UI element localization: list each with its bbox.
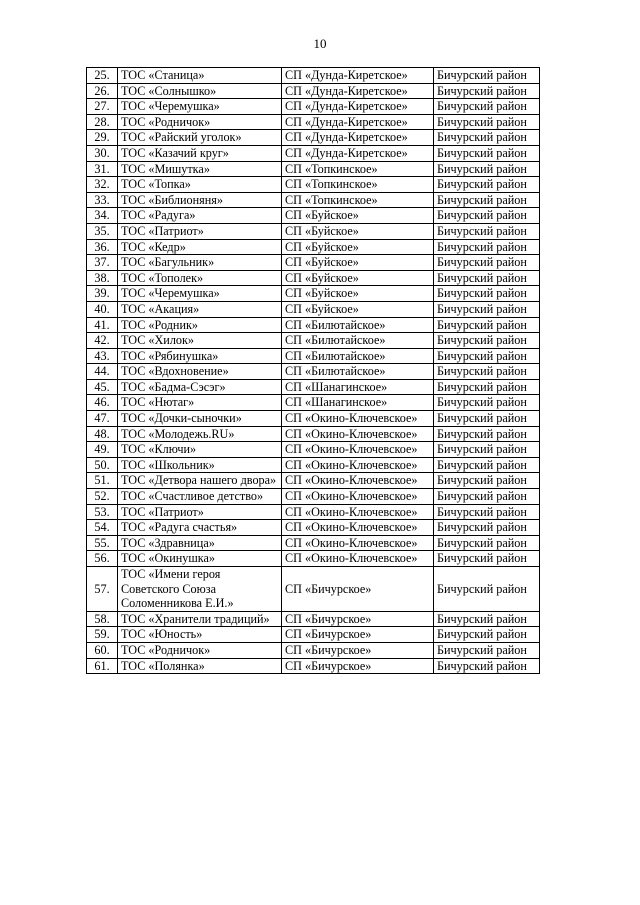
settlement-cell: СП «Буйское»	[282, 255, 434, 271]
row-number-cell: 49.	[87, 442, 118, 458]
row-number-cell: 27.	[87, 99, 118, 115]
tos-name-cell: ТОС «Хранители традиций»	[118, 611, 282, 627]
table-row	[87, 411, 540, 427]
settlement-cell: СП «Билютайское»	[282, 317, 434, 333]
row-number-cell: 47.	[87, 411, 118, 427]
tos-name-cell: ТОС «Школьник»	[118, 457, 282, 473]
district-cell: Бичурский район	[434, 208, 540, 224]
district-cell: Бичурский район	[434, 395, 540, 411]
table-row	[87, 286, 540, 302]
table-row	[87, 442, 540, 458]
district-cell: Бичурский район	[434, 239, 540, 255]
settlement-cell: СП «Билютайское»	[282, 333, 434, 349]
settlement-cell: СП «Бичурское»	[282, 627, 434, 643]
tos-name-cell: ТОС «Ключи»	[118, 442, 282, 458]
district-cell: Бичурский район	[434, 223, 540, 239]
settlement-cell: СП «Окино-Ключевское»	[282, 520, 434, 536]
table-row	[87, 395, 540, 411]
settlement-cell: СП «Дунда-Киретское»	[282, 130, 434, 146]
row-number-cell: 25.	[87, 68, 118, 84]
row-number-cell: 43.	[87, 348, 118, 364]
row-number-cell: 60.	[87, 642, 118, 658]
district-cell: Бичурский район	[434, 317, 540, 333]
table-row	[87, 426, 540, 442]
district-cell: Бичурский район	[434, 442, 540, 458]
settlement-cell: СП «Бичурское»	[282, 658, 434, 674]
table-row	[87, 208, 540, 224]
tos-name-cell: ТОС «Станица»	[118, 68, 282, 84]
row-number-cell: 50.	[87, 457, 118, 473]
settlement-cell: СП «Окино-Ключевское»	[282, 442, 434, 458]
table-row	[87, 551, 540, 567]
tos-name-cell: ТОС «Патриот»	[118, 223, 282, 239]
table-row	[87, 535, 540, 551]
tos-name-cell: ТОС «Казачий круг»	[118, 145, 282, 161]
row-number-cell: 45.	[87, 379, 118, 395]
row-number-cell: 58.	[87, 611, 118, 627]
district-cell: Бичурский район	[434, 348, 540, 364]
settlement-cell: СП «Буйское»	[282, 208, 434, 224]
tos-name-cell: ТОС «Юность»	[118, 627, 282, 643]
settlement-cell: СП «Окино-Ключевское»	[282, 426, 434, 442]
district-cell: Бичурский район	[434, 473, 540, 489]
district-cell: Бичурский район	[434, 161, 540, 177]
row-number-cell: 29.	[87, 130, 118, 146]
district-cell: Бичурский район	[434, 535, 540, 551]
row-number-cell: 31.	[87, 161, 118, 177]
settlement-cell: СП «Дунда-Киретское»	[282, 145, 434, 161]
row-number-cell: 54.	[87, 520, 118, 536]
table-row	[87, 333, 540, 349]
row-number-cell: 53.	[87, 504, 118, 520]
row-number-cell: 28.	[87, 114, 118, 130]
settlement-cell: СП «Бичурское»	[282, 567, 434, 612]
settlement-cell: СП «Буйское»	[282, 223, 434, 239]
district-cell: Бичурский район	[434, 68, 540, 84]
settlement-cell: СП «Билютайское»	[282, 364, 434, 380]
settlement-cell: СП «Окино-Ключевское»	[282, 457, 434, 473]
row-number-cell: 32.	[87, 177, 118, 193]
district-cell: Бичурский район	[434, 567, 540, 612]
settlement-cell: СП «Окино-Ключевское»	[282, 535, 434, 551]
tos-name-cell: ТОС «Родничок»	[118, 114, 282, 130]
district-cell: Бичурский район	[434, 255, 540, 271]
settlement-cell: СП «Дунда-Киретское»	[282, 114, 434, 130]
tos-name-cell: ТОС «Черемушка»	[118, 286, 282, 302]
table-row	[87, 520, 540, 536]
district-cell: Бичурский район	[434, 642, 540, 658]
table-row	[87, 145, 540, 161]
tos-name-cell: ТОС «Патриот»	[118, 504, 282, 520]
settlement-cell: СП «Буйское»	[282, 286, 434, 302]
row-number-cell: 57.	[87, 567, 118, 612]
tos-name-cell: ТОС «Нютаг»	[118, 395, 282, 411]
district-cell: Бичурский район	[434, 286, 540, 302]
district-cell: Бичурский район	[434, 551, 540, 567]
settlement-cell: СП «Топкинское»	[282, 161, 434, 177]
district-cell: Бичурский район	[434, 99, 540, 115]
tos-name-cell: ТОС «Мишутка»	[118, 161, 282, 177]
row-number-cell: 59.	[87, 627, 118, 643]
district-cell: Бичурский район	[434, 114, 540, 130]
tos-name-cell: ТОС «Радуга счастья»	[118, 520, 282, 536]
table-row	[87, 83, 540, 99]
settlement-cell: СП «Топкинское»	[282, 177, 434, 193]
row-number-cell: 41.	[87, 317, 118, 333]
table-row	[87, 161, 540, 177]
district-cell: Бичурский район	[434, 192, 540, 208]
tos-name-cell: ТОС «Здравница»	[118, 535, 282, 551]
row-number-cell: 61.	[87, 658, 118, 674]
district-cell: Бичурский район	[434, 457, 540, 473]
tos-name-cell: ТОС «Вдохновение»	[118, 364, 282, 380]
tos-name-cell: ТОС «Бадма-Сэсэг»	[118, 379, 282, 395]
table-row	[87, 504, 540, 520]
table-row	[87, 223, 540, 239]
row-number-cell: 39.	[87, 286, 118, 302]
tos-name-cell: ТОС «Имени героя Советского Союза Соломенникова Е.И.»	[118, 567, 282, 612]
table-row	[87, 627, 540, 643]
district-cell: Бичурский район	[434, 411, 540, 427]
settlement-cell: СП «Окино-Ключевское»	[282, 504, 434, 520]
row-number-cell: 46.	[87, 395, 118, 411]
tos-name-cell: ТОС «Солнышко»	[118, 83, 282, 99]
settlement-cell: СП «Окино-Ключевское»	[282, 489, 434, 505]
district-cell: Бичурский район	[434, 426, 540, 442]
settlement-cell: СП «Буйское»	[282, 239, 434, 255]
table-row	[87, 658, 540, 674]
district-cell: Бичурский район	[434, 627, 540, 643]
settlement-cell: СП «Шанагинское»	[282, 379, 434, 395]
settlement-cell: СП «Топкинское»	[282, 192, 434, 208]
tos-name-cell: ТОС «Дочки-сыночки»	[118, 411, 282, 427]
row-number-cell: 55.	[87, 535, 118, 551]
table-row	[87, 473, 540, 489]
tos-name-cell: ТОС «Акация»	[118, 301, 282, 317]
district-cell: Бичурский район	[434, 520, 540, 536]
district-cell: Бичурский район	[434, 379, 540, 395]
tos-name-cell: ТОС «Рябинушка»	[118, 348, 282, 364]
row-number-cell: 35.	[87, 223, 118, 239]
tos-name-cell: ТОС «Счастливое детство»	[118, 489, 282, 505]
tos-name-cell: ТОС «Полянка»	[118, 658, 282, 674]
district-cell: Бичурский район	[434, 658, 540, 674]
tos-name-cell: ТОС «Окинушка»	[118, 551, 282, 567]
row-number-cell: 33.	[87, 192, 118, 208]
settlement-cell: СП «Шанагинское»	[282, 395, 434, 411]
tos-name-cell: ТОС «Райский уголок»	[118, 130, 282, 146]
table-row	[87, 489, 540, 505]
settlement-cell: СП «Буйское»	[282, 301, 434, 317]
settlement-cell: СП «Дунда-Киретское»	[282, 99, 434, 115]
row-number-cell: 38.	[87, 270, 118, 286]
settlement-cell: СП «Билютайское»	[282, 348, 434, 364]
table-row	[87, 270, 540, 286]
settlement-cell: СП «Дунда-Киретское»	[282, 83, 434, 99]
row-number-cell: 48.	[87, 426, 118, 442]
row-number-cell: 37.	[87, 255, 118, 271]
tos-name-cell: ТОС «Багульник»	[118, 255, 282, 271]
tos-name-cell: ТОС «Черемушка»	[118, 99, 282, 115]
settlement-cell: СП «Окино-Ключевское»	[282, 411, 434, 427]
row-number-cell: 26.	[87, 83, 118, 99]
district-cell: Бичурский район	[434, 301, 540, 317]
district-cell: Бичурский район	[434, 83, 540, 99]
page-number: 10	[313, 36, 327, 51]
district-cell: Бичурский район	[434, 270, 540, 286]
table-row	[87, 177, 540, 193]
tos-name-cell: ТОС «Радуга»	[118, 208, 282, 224]
row-number-cell: 44.	[87, 364, 118, 380]
district-cell: Бичурский район	[434, 145, 540, 161]
district-cell: Бичурский район	[434, 130, 540, 146]
settlement-cell: СП «Дунда-Киретское»	[282, 68, 434, 84]
table-row	[87, 457, 540, 473]
row-number-cell: 30.	[87, 145, 118, 161]
row-number-cell: 51.	[87, 473, 118, 489]
table-row	[87, 301, 540, 317]
tos-name-cell: ТОС «Топка»	[118, 177, 282, 193]
settlement-cell: СП «Окино-Ключевское»	[282, 473, 434, 489]
district-cell: Бичурский район	[434, 489, 540, 505]
tos-name-cell: ТОС «Тополек»	[118, 270, 282, 286]
settlement-cell: СП «Бичурское»	[282, 642, 434, 658]
row-number-cell: 34.	[87, 208, 118, 224]
table-row	[87, 567, 540, 612]
settlement-cell: СП «Окино-Ключевское»	[282, 551, 434, 567]
table-row	[87, 99, 540, 115]
tos-name-cell: ТОС «Молодежь.RU»	[118, 426, 282, 442]
row-number-cell: 36.	[87, 239, 118, 255]
row-number-cell: 52.	[87, 489, 118, 505]
district-cell: Бичурский район	[434, 177, 540, 193]
row-number-cell: 42.	[87, 333, 118, 349]
table-row	[87, 68, 540, 84]
row-number-cell: 56.	[87, 551, 118, 567]
table-row	[87, 611, 540, 627]
tos-name-cell: ТОС «Родничок»	[118, 642, 282, 658]
district-cell: Бичурский район	[434, 611, 540, 627]
table-row	[87, 130, 540, 146]
table-body	[87, 68, 540, 674]
tos-name-cell: ТОС «Библионяня»	[118, 192, 282, 208]
tos-name-cell: ТОС «Детвора нашего двора»	[118, 473, 282, 489]
tos-table	[86, 67, 540, 674]
tos-name-cell: ТОС «Хилок»	[118, 333, 282, 349]
tos-name-cell: ТОС «Родник»	[118, 317, 282, 333]
tos-name-cell: ТОС «Кедр»	[118, 239, 282, 255]
table-row	[87, 642, 540, 658]
table-row	[87, 239, 540, 255]
row-number-cell: 40.	[87, 301, 118, 317]
settlement-cell: СП «Буйское»	[282, 270, 434, 286]
table-row	[87, 192, 540, 208]
table-row	[87, 348, 540, 364]
table-row	[87, 364, 540, 380]
table-row	[87, 317, 540, 333]
district-cell: Бичурский район	[434, 504, 540, 520]
table-row	[87, 379, 540, 395]
district-cell: Бичурский район	[434, 333, 540, 349]
table-row	[87, 114, 540, 130]
district-cell: Бичурский район	[434, 364, 540, 380]
table-row	[87, 255, 540, 271]
settlement-cell: СП «Бичурское»	[282, 611, 434, 627]
